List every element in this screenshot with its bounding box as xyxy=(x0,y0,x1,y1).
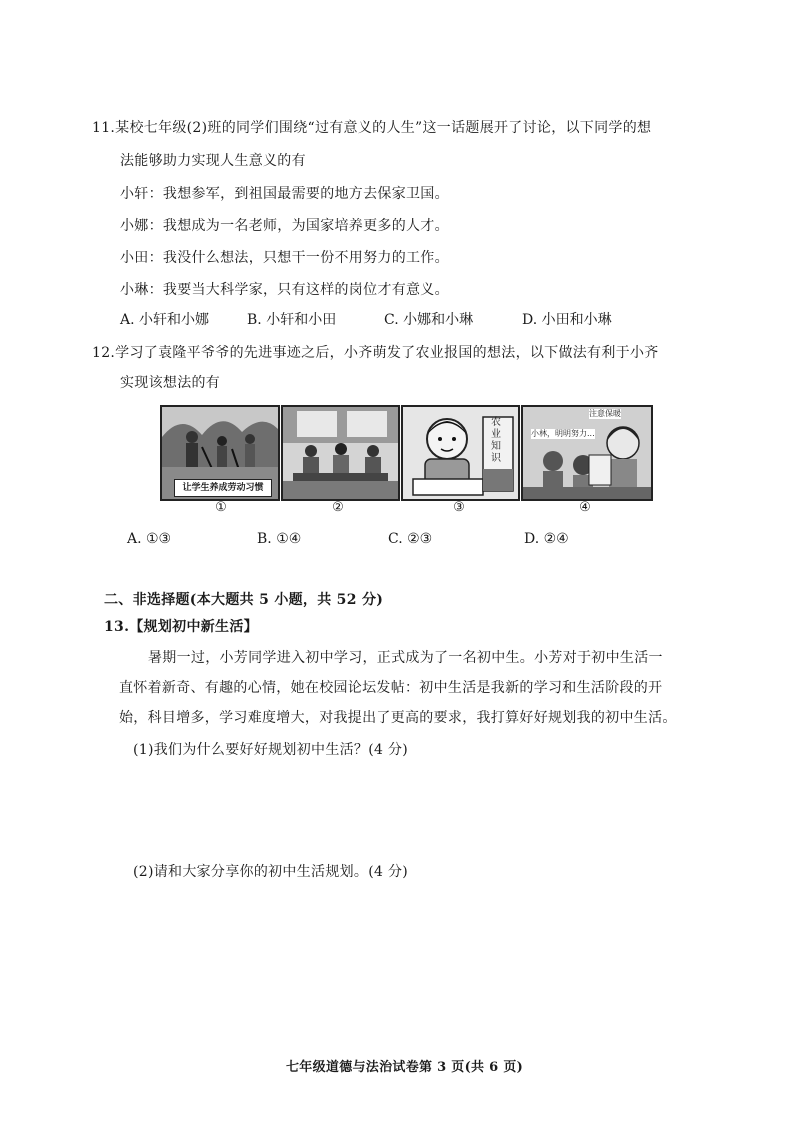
q12-picture-label-2: ② xyxy=(332,500,344,515)
q12-picture-label-4: ④ xyxy=(579,500,591,515)
q12-picture-label-3: ③ xyxy=(453,500,465,515)
q12-picture-1 xyxy=(160,405,280,501)
q11-option-c[interactable]: C. 小娜和小琳 xyxy=(384,312,474,328)
q13-title: 13.【规划初中新生活】 xyxy=(104,619,258,635)
q12-option-a[interactable]: A. ①③ xyxy=(127,531,172,547)
q12-picture-3-sign-char-2: 业 xyxy=(491,429,501,440)
q12-picture-4 xyxy=(521,405,653,501)
q13-paragraph-line3: 始，科目增多，学习难度增大，对我提出了更高的要求，我打算好好规划我的初中生活。 xyxy=(119,710,677,726)
q12-stem-line1: 12.学习了袁隆平爷爷的先进事迹之后，小齐萌发了农业报国的想法，以下做法有利于小齐 xyxy=(92,345,659,361)
q12-picture-3-sign-char-1: 农 xyxy=(491,417,501,428)
q13-subquestion-1: (1)我们为什么要好好规划初中生活？(4 分) xyxy=(133,742,409,758)
q12-picture-3-sign-char-3: 知 xyxy=(491,441,501,452)
q11-statement-4: 小琳：我要当大科学家，只有这样的岗位才有意义。 xyxy=(120,282,449,298)
q11-stem-line2: 法能够助力实现人生意义的有 xyxy=(120,153,306,169)
q12-option-c[interactable]: C. ②③ xyxy=(388,531,433,547)
q12-picture-label-1: ① xyxy=(215,500,227,515)
q13-paragraph-line2: 直怀着新奇、有趣的心情，她在校园论坛发帖：初中生活是我新的学习和生活阶段的开 xyxy=(119,680,663,696)
q12-picture-1-caption: 让学生养成劳动习惯 xyxy=(174,479,272,497)
q12-stem-line2: 实现该想法的有 xyxy=(120,375,221,391)
q12-option-d[interactable]: D. ②④ xyxy=(524,531,569,547)
q11-stem-line1: 11.某校七年级(2)班的同学们围绕“过有意义的人生”这一话题展开了讨论，以下同学的想 xyxy=(92,120,652,136)
q13-subquestion-2: (2)请和大家分享你的初中生活规划。(4 分) xyxy=(133,864,409,880)
q11-option-d[interactable]: D. 小田和小琳 xyxy=(522,312,612,328)
q11-statement-1: 小轩：我想参军，到祖国最需要的地方去保家卫国。 xyxy=(120,186,449,202)
q11-option-a[interactable]: A. 小轩和小娜 xyxy=(120,312,210,328)
q12-option-b[interactable]: B. ①④ xyxy=(257,531,302,547)
q11-option-b[interactable]: B. 小轩和小田 xyxy=(247,312,337,328)
q12-picture-3 xyxy=(401,405,520,501)
page-footer: 七年级道德与法治试卷第 3 页(共 6 页) xyxy=(286,1060,524,1075)
section-2-title: 二、非选择题(本大题共 5 小题，共 52 分) xyxy=(104,592,384,608)
q11-statement-3: 小田：我没什么想法，只想干一份不用努力的工作。 xyxy=(120,250,449,266)
q12-picture-4-bubble-1: 注意保暖 xyxy=(589,409,621,418)
q11-statement-2: 小娜：我想成为一名老师，为国家培养更多的人才。 xyxy=(120,218,449,234)
q12-picture-2 xyxy=(281,405,400,501)
q12-picture-3-sign-char-4: 识 xyxy=(491,453,501,464)
q12-picture-4-bubble-2: 小林，明明努力... xyxy=(531,429,595,438)
q13-paragraph-line1: 暑期一过，小芳同学进入初中学习，正式成为了一名初中生。小芳对于初中生活一 xyxy=(148,650,663,666)
